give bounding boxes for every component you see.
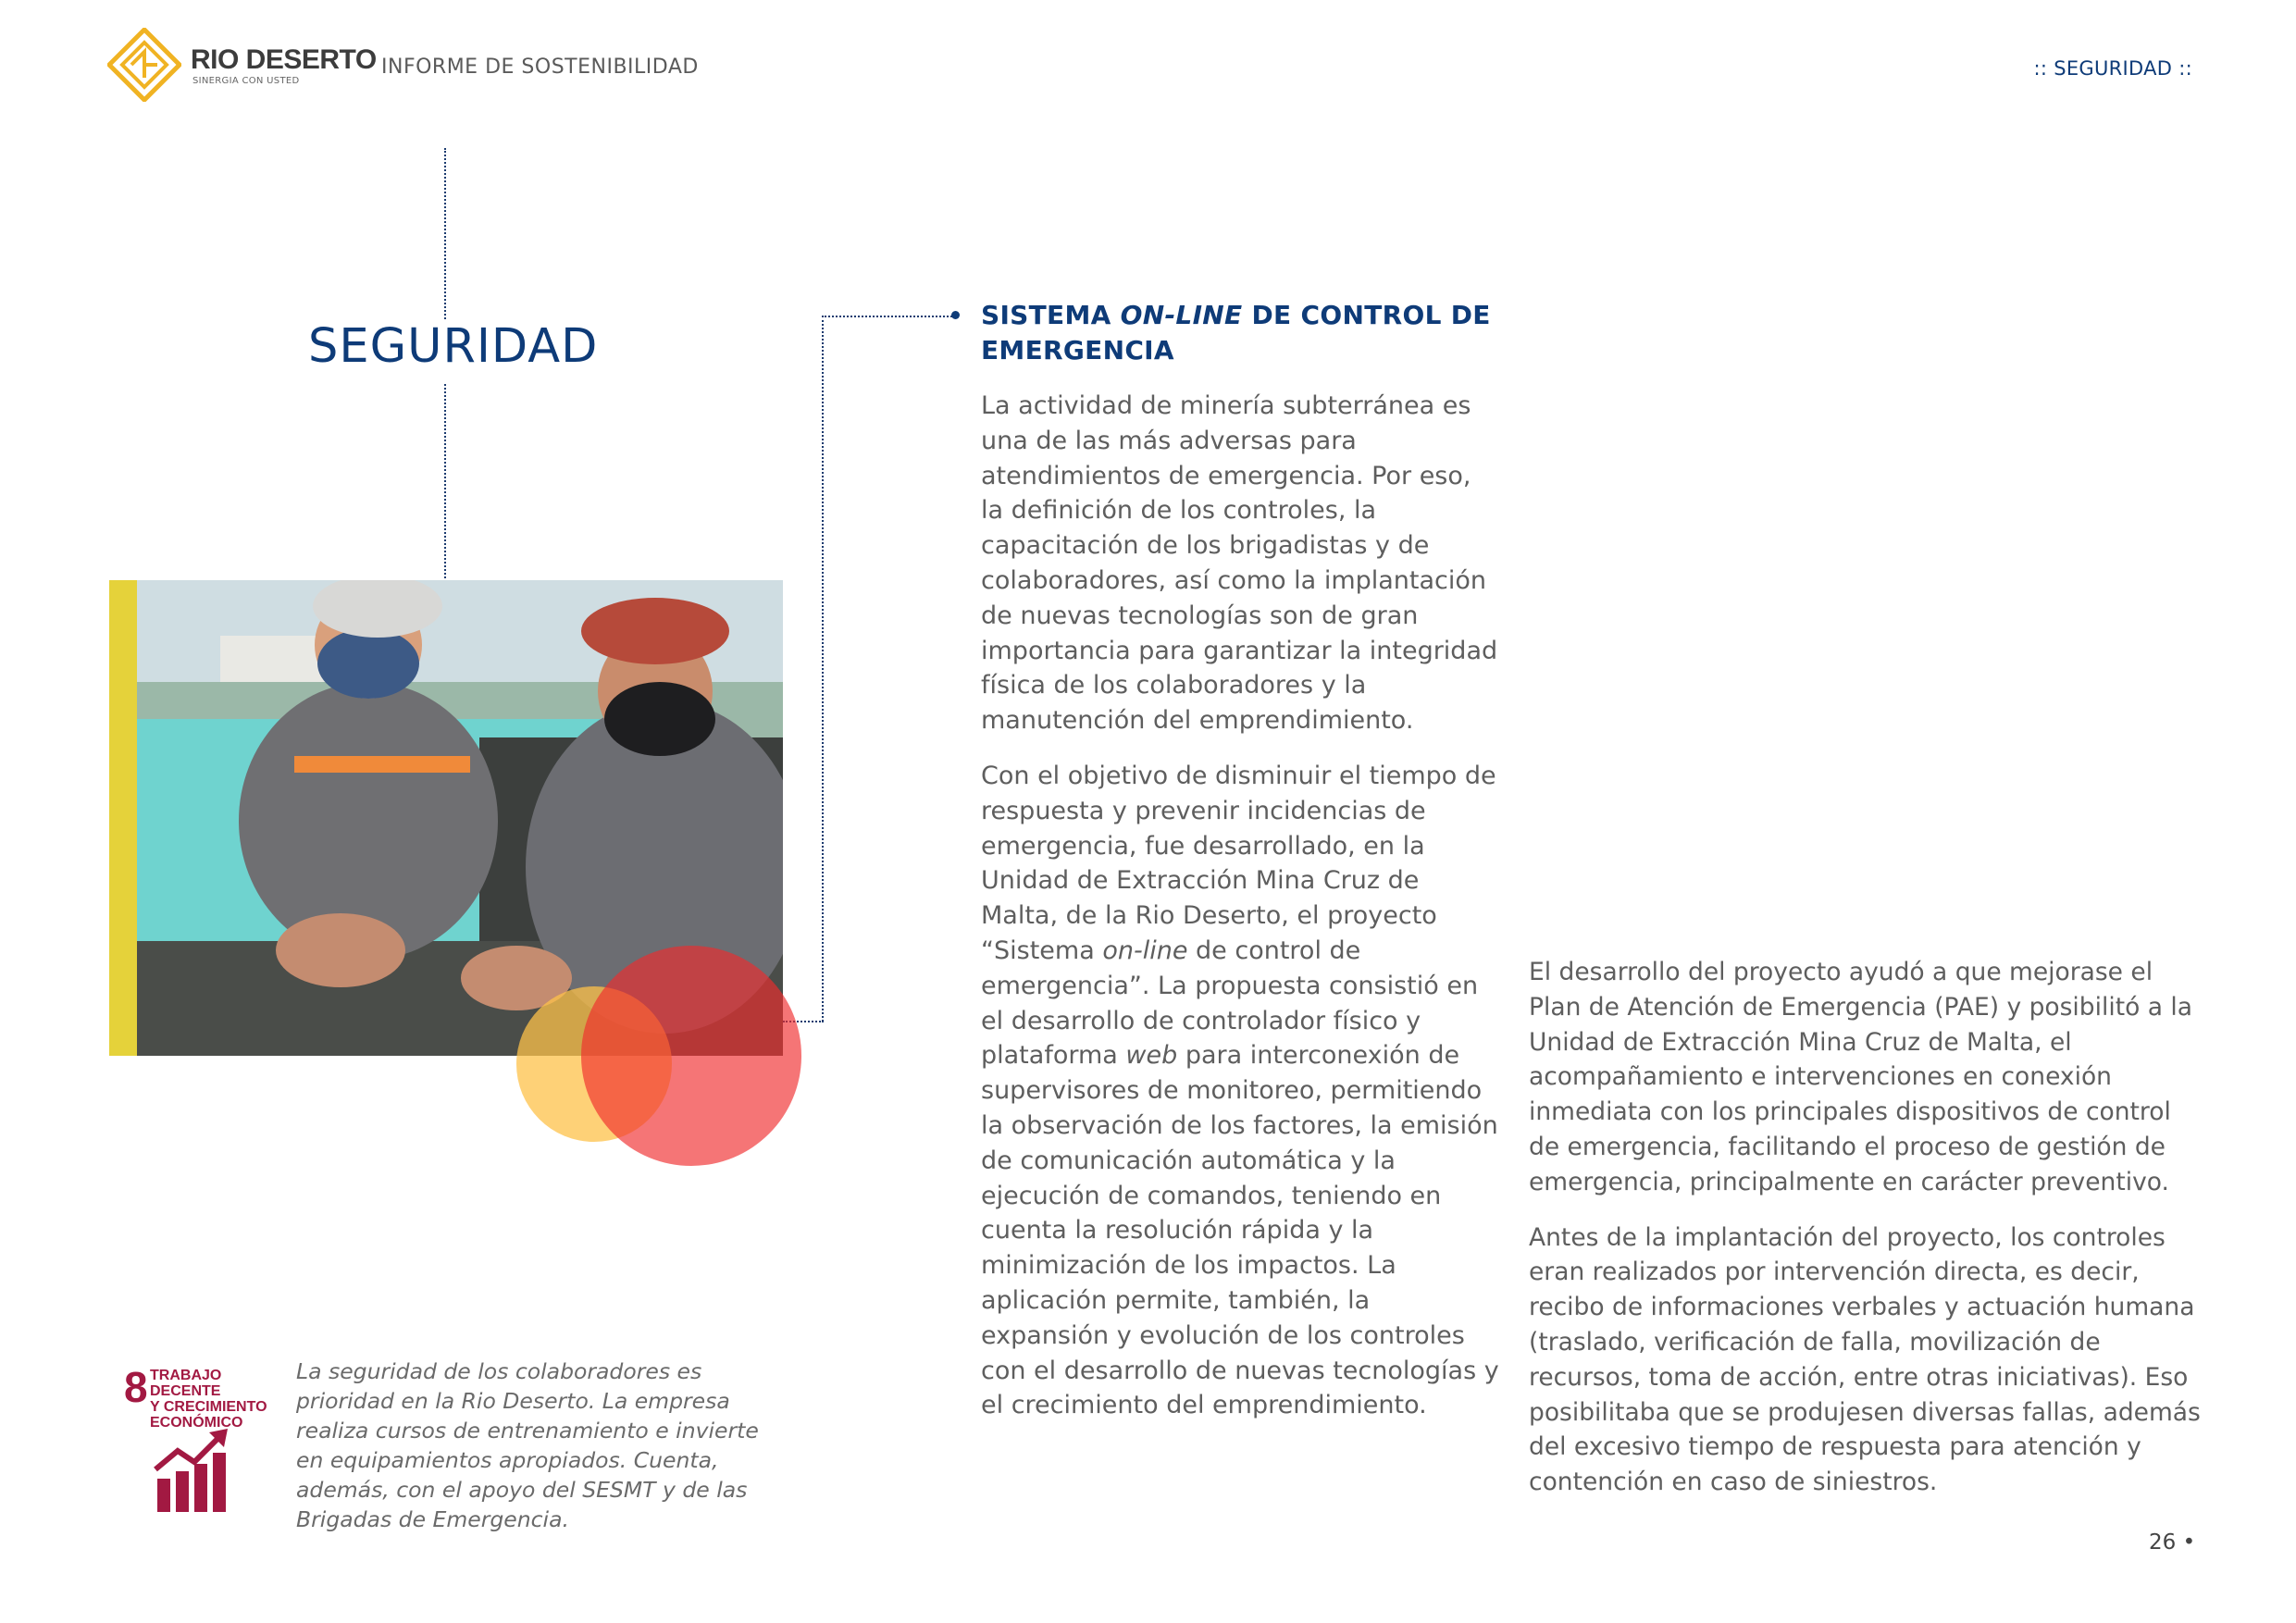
page-title: SEGURIDAD (308, 319, 599, 374)
sdg-label (150, 1368, 279, 1431)
paragraph-3: El desarrollo del proyecto ayudó a que mejorase el Plan de Atención de Emergencia (PAE) y posibilitó a la Unidad de Extracción Mina Cruz de Malta, el acompañamiento e intervenciones en conexión inmediata con los principales dispositivos de control de emergencia, facilitando el proceso de gestión de emergencia, principalmente en carácter preventivo. (1529, 958, 2192, 1196)
report-title: INFORME DE SOSTENIBILIDAD (381, 56, 699, 79)
article-column-main (981, 298, 1499, 1443)
rio-deserto-logo-icon (107, 28, 181, 102)
dotted-connector-top (822, 316, 956, 317)
sdg-8-badge (117, 1358, 276, 1516)
sdg-label-line-3: ECONÓMICO (150, 1415, 243, 1431)
sdg-number: 8 (124, 1363, 148, 1411)
dotted-divider-top (444, 148, 446, 319)
article-heading-part2: DE CONTROL DE EMERGENCIA (981, 300, 1491, 365)
economic-growth-icon (154, 1427, 231, 1514)
article-heading (981, 298, 1499, 368)
paragraph-2-italic-2: web (1125, 1041, 1178, 1071)
section-tag: :: SEGURIDAD :: (2033, 57, 2192, 80)
photo-caption: La seguridad de los colaboradores es prioridad en la Rio Deserto. La empresa realiza cursos de entrenamiento e invierte en equipamientos apropiados. Cuenta, además, con el apoyo del SESMT y de las Brigadas de Emergencia. (296, 1358, 759, 1532)
paragraph-2-c: para interconexión de supervisores de monitoreo, permitiendo la observación de los factores, la emisión de comunicación automática y la ejecución de comandos, teniendo en cuenta la resolución rápida y la minimización de los impactos. La aplicación permite, también, la expansión y evolución de los controles con el desarrollo de nuevas tecnologías y el crecimiento del emprendimiento. (981, 1041, 1499, 1420)
dotted-connector-vertical (822, 316, 824, 1022)
bullet-dot (951, 311, 960, 319)
decorative-circle-red (581, 946, 801, 1166)
brand-name: RIO DESERTO (191, 44, 377, 75)
brand-tagline: SINERGIA CON USTED (192, 76, 300, 86)
paragraph-1: La actividad de minería subterránea es una de las más adversas para atendimientos de emergencia. Por eso, la definición de los controles, la capacitación de los brigadistas y de colaboradores, así como la implantación de nuevas tecnologías son de gran importancia para garantizar la integridad física de los colaboradores y la manutención del emprendimiento. (981, 391, 1498, 736)
page-number: 26 • (2149, 1530, 2196, 1555)
paragraph-2-b: de control de emergencia”. La propuesta consistió en el desarrollo de controlador físico y plataforma (981, 935, 1479, 1071)
article-heading-italic: ON-LINE (1120, 300, 1243, 330)
sdg-label-line-2: Y CRECIMIENTO (150, 1399, 267, 1415)
paragraph-4: Antes de la implantación del proyecto, los controles eran realizados por intervención directa, es decir, recibo de informaciones verbales y actuación humana (traslado, verificación de falla, movilización de recursos, toma de acción, entre otras iniciativas). Eso posibilitaba que se produjesen diversas fallas, además del excesivo tiempo de respuesta para atención y contención en caso de siniestros. (1529, 1222, 2201, 1497)
paragraph-2-a: Con el objetivo de disminuir el tiempo de respuesta y prevenir incidencias de emergencia, fue desarrollado, en la Unidad de Extracción Mina Cruz de Malta, de la Rio Deserto, el proyecto “Sistema (981, 761, 1496, 965)
sdg-label-line-1: TRABAJO DECENTE (150, 1368, 222, 1399)
company-logo (107, 28, 377, 102)
dotted-divider-bottom (444, 384, 446, 578)
paragraph-2 (981, 759, 1499, 1423)
article-column-right (1529, 955, 2204, 1520)
article-heading-part1: SISTEMA (981, 300, 1121, 330)
paragraph-2-italic-1: on-line (1102, 935, 1188, 965)
